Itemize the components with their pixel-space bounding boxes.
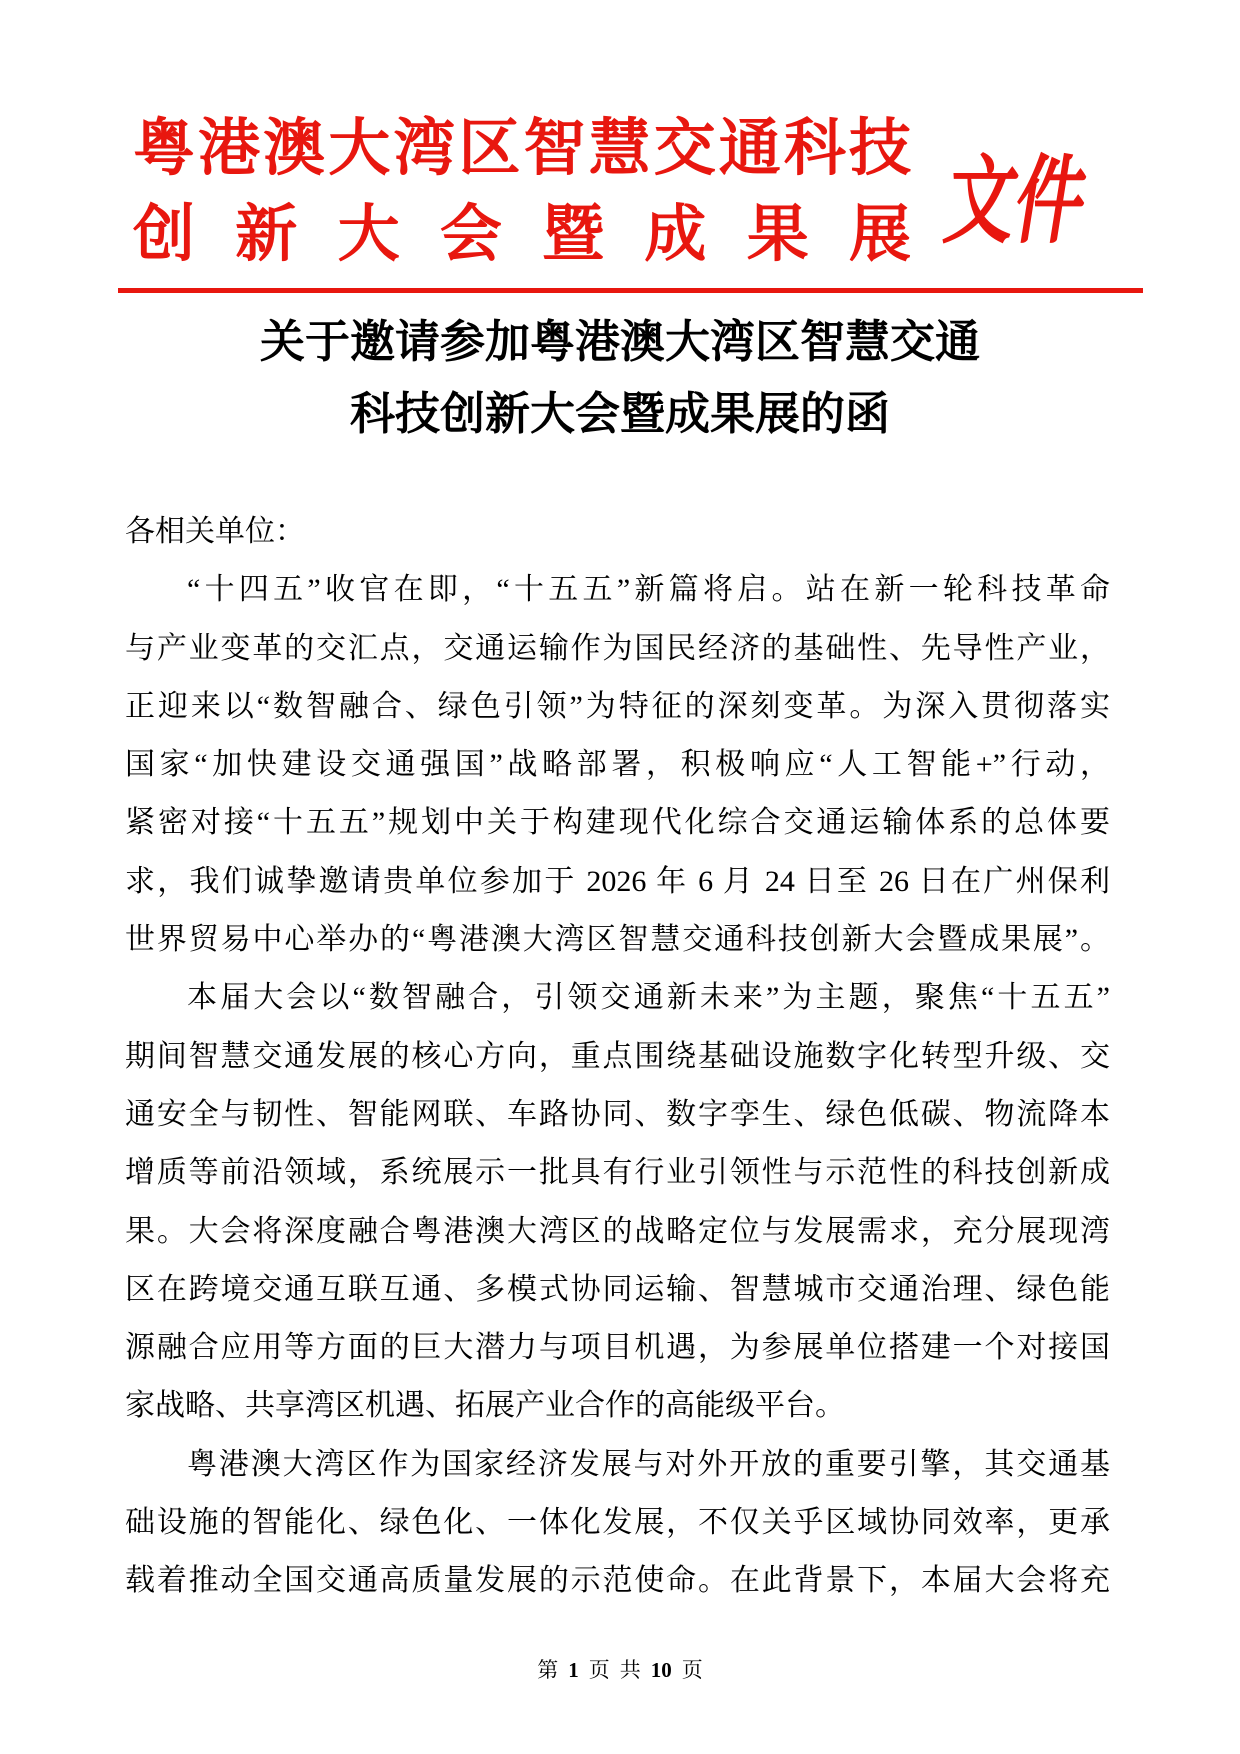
document-title-line2: 科技创新大会暨成果展的函 [349,389,890,439]
body-line: 区在跨境交通互联互通、多模式协同运输、智慧城市交通治理、绿色能 [125,1272,1110,1306]
body-line: 本届大会以“数智融合，引领交通新未来”为主题，聚焦“十五五” [187,981,1110,1015]
letterhead-doc-label: 文件 [938,148,1094,255]
body-line: 期间智慧交通发展的核心方向，重点围绕基础设施数字化转型升级、交 [125,1039,1110,1073]
footer-label: 共 [619,1658,641,1682]
letterhead-title-line1: 粤港澳大湾区智慧交通科技 [133,115,911,183]
document-title-line1: 关于邀请参加粤港澳大湾区智慧交通 [259,317,980,367]
footer-total-page-number: 10 [650,1658,672,1682]
red-divider-line [118,288,1143,293]
body-line: 与产业变革的交汇点，交通运输作为国民经济的基础性、先导性产业， [125,631,1110,665]
body-line: 础设施的智能化、绿色化、一体化发展，不仅关乎区域协同效率，更承 [125,1506,1110,1540]
body-line: “十四五”收官在即，“十五五”新篇将启。站在新一轮科技革命 [187,573,1110,607]
body-line: 源融合应用等方面的巨大潜力与项目机遇，为参展单位搭建一个对接国 [125,1331,1110,1365]
body-line: 增质等前沿领域，系统展示一批具有行业引领性与示范性的科技创新成 [125,1156,1110,1190]
body-line: 家战略、共享湾区机遇、拓展产业合作的高能级平台。 [125,1389,845,1423]
letterhead [133,106,911,278]
body-line-salutation: 各相关单位： [125,515,305,548]
body-line: 世界贸易中心举办的“粤港澳大湾区智慧交通科技创新大会暨成果展”。 [125,923,1110,957]
body-line: 正迎来以“数智融合、绿色引领”为特征的深刻变革。为深入贯彻落实 [125,689,1110,723]
body-line: 国家“加快建设交通强国”战略部署，积极响应“人工智能+”行动， [125,748,1110,782]
page-footer [0,1655,1240,1685]
document-body [125,503,1110,1611]
footer-current-page-number: 1 [568,1658,579,1682]
body-line: 求，我们诚挚邀请贵单位参加于 2026 年 6 月 24 日至 26 日在广州保利 [125,864,1110,898]
body-line: 通安全与韧性、智能网联、车路协同、数字孪生、绿色低碳、物流降本 [125,1097,1110,1131]
body-line: 果。大会将深度融合粤港澳大湾区的战略定位与发展需求，充分展现湾 [125,1214,1110,1248]
footer-label: 页 [681,1658,703,1682]
letterhead-title-line2: 创新大会暨成果展 [133,201,911,269]
body-line: 紧密对接“十五五”规划中关于构建现代化综合交通运输体系的总体要 [125,806,1110,840]
footer-label: 页 [588,1658,610,1682]
body-line: 载着推动全国交通高质量发展的示范使命。在此背景下，本届大会将充 [125,1564,1110,1598]
document-title [0,306,1240,450]
body-line: 粤港澳大湾区作为国家经济发展与对外开放的重要引擎，其交通基 [187,1447,1110,1481]
footer-label: 第 [537,1658,559,1682]
